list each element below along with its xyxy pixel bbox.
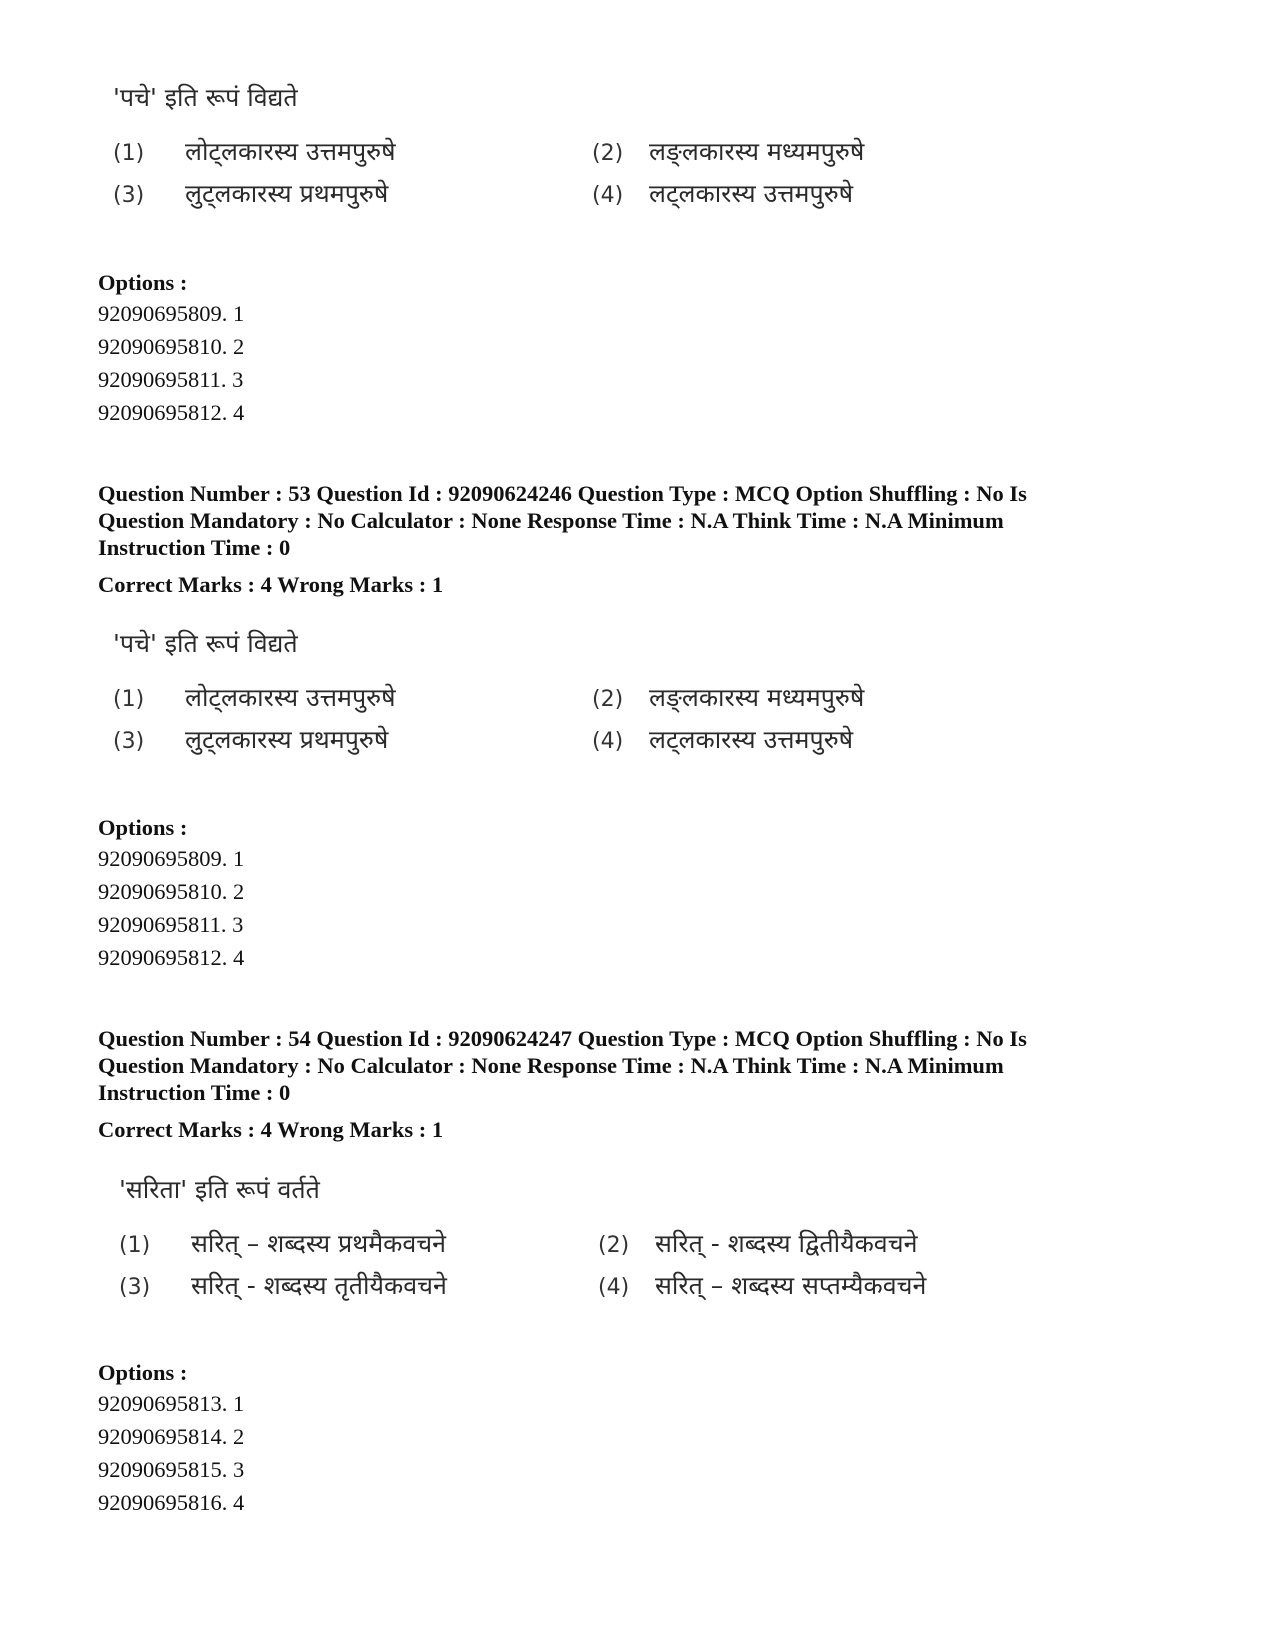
option-text: सरित् – शब्दस्य प्रथमैकवचने [191, 1229, 447, 1258]
option-id-line: 92090695814. 2 [98, 1424, 245, 1449]
question-stem: 'पचे' इति रूपं विद्यते [113, 629, 298, 658]
options-title: Options : [98, 270, 188, 295]
option-text: सरित् - शब्दस्य तृतीयैकवचने [191, 1271, 447, 1300]
option-text: लोट्लकारस्य उत्तमपुरुषे [185, 137, 396, 166]
option-number: (1) [113, 141, 145, 166]
options-title: Options : [98, 1360, 188, 1385]
option-id-line: 92090695816. 4 [98, 1490, 245, 1515]
question-stem: 'पचे' इति रूपं विद्यते [113, 83, 298, 112]
option-number: (2) [592, 141, 624, 166]
option-text: लुट्लकारस्य प्रथमपुरुषे [185, 725, 389, 754]
option-id-line: 92090695809. 1 [98, 846, 245, 871]
option-number: (3) [113, 729, 145, 754]
option-number: (4) [598, 1275, 630, 1300]
question-meta [98, 1025, 1198, 1106]
question-meta-line: Instruction Time : 0 [98, 535, 291, 560]
option-text: सरित् – शब्दस्य सप्तम्यैकवचने [655, 1271, 927, 1300]
options-title: Options : [98, 815, 188, 840]
option-number: (4) [592, 183, 624, 208]
option-id-line: 92090695810. 2 [98, 334, 245, 359]
option-id-line: 92090695812. 4 [98, 400, 245, 425]
question-option-1 [113, 134, 396, 168]
question-meta-line: Question Number : 54 Question Id : 92090624247 Question Type : MCQ Option Shuffling : No Is [98, 1026, 1027, 1051]
option-text: लट्लकारस्य उत्तमपुरुषे [649, 725, 854, 754]
option-text: लङ्लकारस्य मध्यमपुरुषे [649, 683, 865, 712]
option-number: (1) [119, 1233, 151, 1258]
option-id-line: 92090695815. 3 [98, 1457, 245, 1482]
option-id-line: 92090695809. 1 [98, 301, 245, 326]
option-text: लङ्लकारस्य मध्यमपुरुषे [649, 137, 865, 166]
question-option-4 [592, 176, 853, 210]
option-number: (1) [113, 687, 145, 712]
question-marks: Correct Marks : 4 Wrong Marks : 1 [98, 1117, 444, 1142]
option-number: (3) [113, 183, 145, 208]
question-option-2 [592, 134, 864, 168]
question-option-4 [592, 722, 853, 756]
question-meta [98, 480, 1198, 561]
question-option-2 [598, 1226, 917, 1260]
question-option-1 [113, 680, 396, 714]
option-text: लुट्लकारस्य प्रथमपुरुषे [185, 179, 389, 208]
question-stem: 'सरिता' इति रूपं वर्तते [119, 1175, 320, 1204]
question-meta-line: Question Mandatory : No Calculator : None Response Time : N.A Think Time : N.A Minimum [98, 508, 1004, 533]
option-id-line: 92090695811. 3 [98, 912, 244, 937]
option-text: लोट्लकारस्य उत्तमपुरुषे [185, 683, 396, 712]
question-option-3 [113, 722, 388, 756]
option-id-line: 92090695811. 3 [98, 367, 244, 392]
option-id-line: 92090695813. 1 [98, 1391, 245, 1416]
option-number: (2) [598, 1233, 630, 1258]
option-text: लट्लकारस्य उत्तमपुरुषे [649, 179, 854, 208]
question-meta-line: Question Mandatory : No Calculator : None Response Time : N.A Think Time : N.A Minimum [98, 1053, 1004, 1078]
question-option-3 [113, 176, 388, 210]
option-id-line: 92090695812. 4 [98, 945, 245, 970]
option-id-line: 92090695810. 2 [98, 879, 245, 904]
question-option-3 [119, 1268, 447, 1302]
option-number: (4) [592, 729, 624, 754]
option-text: सरित् - शब्दस्य द्वितीयैकवचने [655, 1229, 918, 1258]
question-meta-line: Question Number : 53 Question Id : 92090624246 Question Type : MCQ Option Shuffling : No Is [98, 481, 1027, 506]
option-number: (2) [592, 687, 624, 712]
option-number: (3) [119, 1275, 151, 1300]
question-option-2 [592, 680, 864, 714]
question-option-1 [119, 1226, 446, 1260]
question-marks: Correct Marks : 4 Wrong Marks : 1 [98, 572, 444, 597]
question-option-4 [598, 1268, 926, 1302]
question-meta-line: Instruction Time : 0 [98, 1080, 291, 1105]
